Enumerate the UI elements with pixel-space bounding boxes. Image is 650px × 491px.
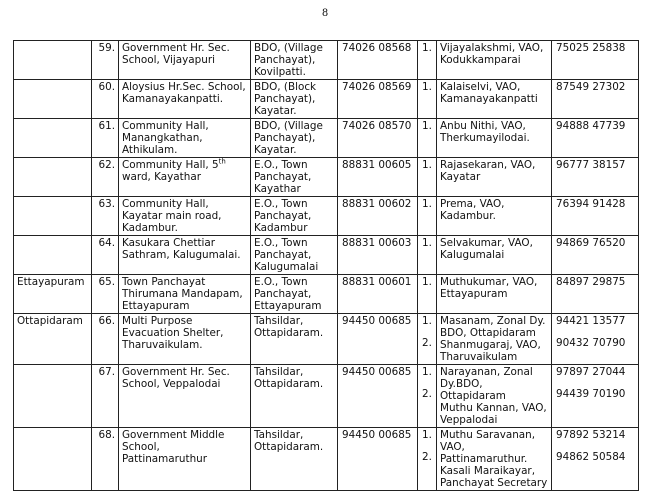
assistant-phone-cell: [552, 119, 639, 158]
serial-number-cell: 66.: [92, 314, 119, 365]
assistant-phone: 94439 70190: [556, 388, 626, 400]
assistant-name: Shanmugaraj, VAO, Tharuvaikulam: [440, 339, 541, 363]
table-row: [14, 80, 639, 119]
assistant-number-cell: [418, 80, 437, 119]
shelter-officers-table: [13, 40, 639, 491]
shelter-place-text: Community Hall, 5: [122, 159, 219, 171]
officer-phone-cell: 74026 08570: [338, 119, 418, 158]
assistant-number: 1.: [422, 276, 432, 288]
assistant-phone: 94862 50584: [556, 451, 626, 463]
officer-cell: BDO, (Block Panchayat), Kayatar.: [251, 80, 338, 119]
assistant-name-cell: [437, 275, 552, 314]
table-body: [14, 41, 639, 491]
taluk-cell: [14, 41, 92, 80]
assistant-phone: 94888 47739: [556, 120, 626, 132]
assistant-name: Narayanan, Zonal Dy.BDO, Ottapidaram: [440, 366, 533, 402]
taluk-cell: Ottapidaram: [14, 314, 92, 365]
assistant-number: 1.: [422, 159, 432, 171]
assistant-phone-cell: [552, 41, 639, 80]
assistant-phone-cell: [552, 365, 639, 428]
assistant-number: 2.: [422, 337, 432, 349]
assistant-number-cell: [418, 119, 437, 158]
officer-cell: Tahsildar, Ottapidaram.: [251, 428, 338, 491]
shelter-place-cell: Community Hall, Kayatar main road, Kadambur.: [119, 197, 251, 236]
serial-number-cell: 62.: [92, 158, 119, 197]
table-row: [14, 41, 639, 80]
shelter-place-cell: Kasukara Chettiar Sathram, Kalugumalai.: [119, 236, 251, 275]
assistant-phone-cell: [552, 158, 639, 197]
shelter-place-cell: Aloysius Hr.Sec. School, Kamanayakanpatti.: [119, 80, 251, 119]
assistant-name-cell: [437, 41, 552, 80]
table-row: [14, 314, 639, 365]
taluk-cell: [14, 197, 92, 236]
officer-cell: E.O., Town Panchayat, Ettayapuram: [251, 275, 338, 314]
assistant-number-cell: [418, 236, 437, 275]
assistant-phone-cell: [552, 197, 639, 236]
assistant-number-cell: [418, 197, 437, 236]
serial-number-cell: 67.: [92, 365, 119, 428]
assistant-phone-cell: [552, 314, 639, 365]
assistant-number-cell: [418, 41, 437, 80]
shelter-place-cell: Community Hall, Manangkathan, Athikulam.: [119, 119, 251, 158]
assistant-number: 1.: [422, 42, 432, 54]
taluk-cell: [14, 80, 92, 119]
assistant-phone-cell: [552, 275, 639, 314]
serial-number-cell: 64.: [92, 236, 119, 275]
table-row: [14, 428, 639, 491]
spacer: [418, 441, 436, 451]
shelter-place-text: ward, Kayathar: [122, 171, 201, 183]
assistant-name: Kalaiselvi, VAO, Kamanayakanpatti: [440, 81, 538, 105]
assistant-name: Muthukumar, VAO, Ettayapuram: [440, 276, 538, 300]
assistant-phone-cell: [552, 80, 639, 119]
taluk-cell: [14, 365, 92, 428]
officer-phone-cell: 74026 08569: [338, 80, 418, 119]
taluk-cell: [14, 428, 92, 491]
assistant-name-cell: [437, 197, 552, 236]
shelter-place-cell: Government Middle School, Pattinamaruthur: [119, 428, 251, 491]
assistant-name: Rajasekaran, VAO, Kayatar: [440, 159, 536, 183]
table-row: [14, 119, 639, 158]
assistant-phone: 97892 53214: [556, 429, 626, 441]
officer-phone-cell: 74026 08568: [338, 41, 418, 80]
shelter-place-cell: Government Hr. Sec. School, Vijayapuri: [119, 41, 251, 80]
officer-cell: E.O., Town Panchayat, Kalugumalai: [251, 236, 338, 275]
assistant-phone: 96777 38157: [556, 159, 626, 171]
assistant-name-cell: [437, 314, 552, 365]
assistant-phone: 76394 91428: [556, 198, 626, 210]
assistant-number-cell: [418, 275, 437, 314]
spacer: [556, 378, 635, 388]
table-row: [14, 365, 639, 428]
officer-phone-cell: 88831 00601: [338, 275, 418, 314]
shelter-place-cell: Town Panchayat Thirumana Mandapam, Ettayapuram: [119, 275, 251, 314]
table-row: [14, 275, 639, 314]
assistant-phone-cell: [552, 236, 639, 275]
serial-number-cell: 63.: [92, 197, 119, 236]
assistant-phone: 75025 25838: [556, 42, 626, 54]
officer-cell: E.O., Town Panchayat, Kayathar: [251, 158, 338, 197]
serial-number-cell: 61.: [92, 119, 119, 158]
officer-phone-cell: 94450 00685: [338, 428, 418, 491]
assistant-number-cell: [418, 314, 437, 365]
assistant-number: 1.: [422, 237, 432, 249]
assistant-name: Vijayalakshmi, VAO, Kodukkamparai: [440, 42, 544, 66]
officer-phone-cell: 94450 00685: [338, 365, 418, 428]
table-row: [14, 197, 639, 236]
page-number: 8: [321, 8, 329, 19]
assistant-name: Anbu Nithi, VAO, Therkumayilodai.: [440, 120, 530, 144]
assistant-phone: 87549 27302: [556, 81, 626, 93]
assistant-name: Masanam, Zonal Dy. BDO, Ottapidaram: [440, 315, 546, 339]
taluk-cell: [14, 236, 92, 275]
taluk-cell: Ettayapuram: [14, 275, 92, 314]
table-row: [14, 158, 639, 197]
assistant-number-cell: [418, 365, 437, 428]
assistant-number: 1.: [422, 120, 432, 132]
officer-phone-cell: 94450 00685: [338, 314, 418, 365]
officer-cell: BDO, (Village Panchayat), Kayatar.: [251, 119, 338, 158]
assistant-name: Selvakumar, VAO, Kalugumalai: [440, 237, 533, 261]
assistant-name-cell: [437, 428, 552, 491]
officer-phone-cell: 88831 00602: [338, 197, 418, 236]
taluk-cell: [14, 158, 92, 197]
assistant-name: Muthu Kannan, VAO, Veppalodai: [440, 402, 547, 426]
assistant-number: 1.: [422, 315, 432, 327]
spacer: [418, 378, 436, 388]
assistant-phone: 90432 70790: [556, 337, 626, 349]
serial-number-cell: 60.: [92, 80, 119, 119]
shelter-place-cell: Multi Purpose Evacuation Shelter, Tharuvaikulam.: [119, 314, 251, 365]
assistant-number: 1.: [422, 198, 432, 210]
shelter-place-cell: Government Hr. Sec. School, Veppalodai: [119, 365, 251, 428]
assistant-phone: 97897 27044: [556, 366, 626, 378]
taluk-cell: [14, 119, 92, 158]
assistant-phone: 94421 13577: [556, 315, 626, 327]
serial-number-cell: 68.: [92, 428, 119, 491]
assistant-name: Muthu Saravanan, VAO, Pattinamaruthur.: [440, 429, 536, 465]
assistant-name-cell: [437, 119, 552, 158]
assistant-name-cell: [437, 236, 552, 275]
assistant-number-cell: [418, 428, 437, 491]
assistant-phone-cell: [552, 428, 639, 491]
serial-number-cell: 65.: [92, 275, 119, 314]
assistant-name: Kasali Maraikayar, Panchayat Secretary: [440, 465, 548, 489]
assistant-name-cell: [437, 365, 552, 428]
assistant-number: 1.: [422, 81, 432, 93]
assistant-number: 2.: [422, 388, 432, 400]
serial-number-cell: 59.: [92, 41, 119, 80]
spacer: [556, 441, 635, 451]
officer-phone-cell: 88831 00605: [338, 158, 418, 197]
shelter-place-cell: [119, 158, 251, 197]
assistant-number: 1.: [422, 366, 432, 378]
assistant-name-cell: [437, 80, 552, 119]
officer-cell: BDO, (Village Panchayat), Kovilpatti.: [251, 41, 338, 80]
assistant-number: 1.: [422, 429, 432, 441]
assistant-phone: 84897 29875: [556, 276, 626, 288]
ordinal-suffix: th: [218, 157, 226, 166]
assistant-name-cell: [437, 158, 552, 197]
assistant-phone: 94869 76520: [556, 237, 626, 249]
officer-phone-cell: 88831 00603: [338, 236, 418, 275]
officer-cell: E.O., Town Panchayat, Kadambur: [251, 197, 338, 236]
officer-cell: Tahsildar, Ottapidaram.: [251, 314, 338, 365]
assistant-number: 2.: [422, 451, 432, 463]
spacer: [556, 327, 635, 337]
assistant-name: Prema, VAO, Kadambur.: [440, 198, 505, 222]
assistant-number-cell: [418, 158, 437, 197]
table-row: [14, 236, 639, 275]
officer-cell: Tahsildar, Ottapidaram.: [251, 365, 338, 428]
spacer: [418, 327, 436, 337]
